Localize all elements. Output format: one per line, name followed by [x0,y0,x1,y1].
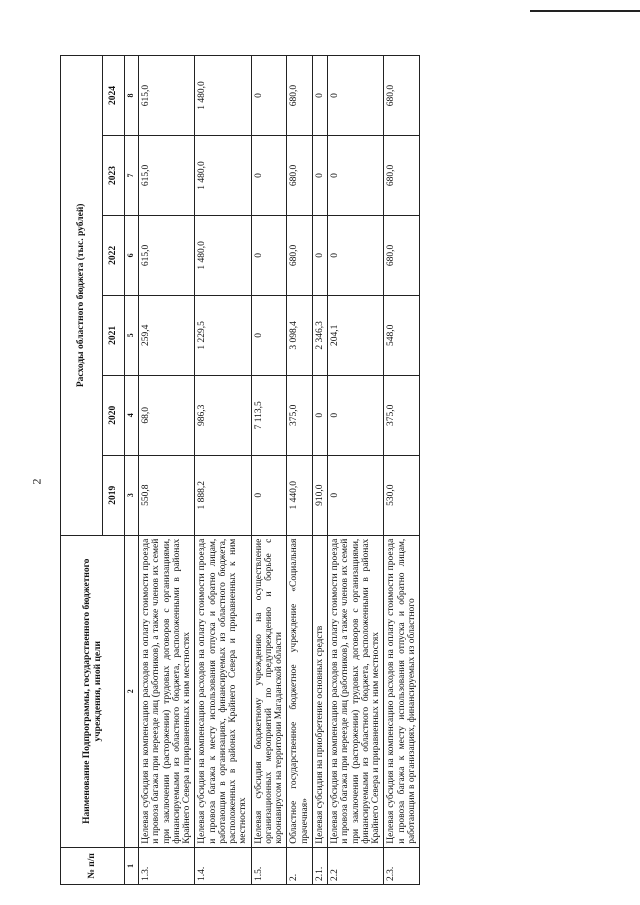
expense-value-2021: 204,1 [328,295,384,375]
expense-value-2024: 0 [312,56,327,136]
expense-value-2021: 0 [251,295,287,375]
expense-value-2021: 548,0 [384,295,420,375]
expense-value-2019: 1 440,0 [287,455,313,535]
expense-value-2024: 680,0 [287,56,313,136]
expense-value-2024: 0 [328,56,384,136]
table-row [328,56,384,885]
row-description: Целевая субсидия на компенсацию расходов на оплату стоимости проезда и провоза багажа при переезде лиц (работников), а также членов их семей при заключении (расторжении) трудовых договоров с организациями, финансируемыми из областного бюджета, расположенными в районах Крайнего Севера и приравненных к ним местностях [328,535,384,847]
column-index: 8 [125,56,139,136]
expense-value-2019: 0 [328,455,384,535]
row-number: 1.4. [195,847,251,884]
expense-value-2023: 680,0 [384,136,420,216]
table-row [287,56,313,885]
header-expenses: Расходы областного бюджета (тыс. рублей) [61,56,103,536]
row-number: 1.3. [139,847,195,884]
top-rule [530,10,640,12]
expense-value-2024: 615,0 [139,56,195,136]
expense-value-2020: 375,0 [287,375,313,455]
row-description: Целевая субсидия на компенсацию расходов на оплату стоимости проезда и провоза багажа к месту использования отпуска и обратно лицам, работающим в организациях, финансируемых из областного бюджета, расположенных в районах Крайнего Севера и приравненных к ним местностях [195,535,251,847]
header-year-2024: 2024 [103,56,125,136]
expense-value-2020: 0 [312,375,327,455]
expense-value-2019: 910,0 [312,455,327,535]
table-row [139,56,195,885]
expense-value-2021: 3 098,4 [287,295,313,375]
column-index: 3 [125,455,139,535]
header-year-2022: 2022 [103,215,125,295]
expense-value-2024: 1 480,0 [195,56,251,136]
expense-value-2023: 1 480,0 [195,136,251,216]
row-number: 1.5. [251,847,287,884]
expense-value-2024: 680,0 [384,56,420,136]
column-index: 7 [125,136,139,216]
row-description: Целевая субсидия бюджетному учреждению на осуществление организационных мероприятий по предупреждению и борьбе с коронавирусом на территории Магаданской области [251,535,287,847]
column-index: 1 [125,847,139,884]
table-row [384,56,420,885]
expense-value-2022: 680,0 [384,215,420,295]
expense-value-2020: 7 113,5 [251,375,287,455]
budget-table [60,55,420,885]
header-year-2019: 2019 [103,455,125,535]
column-index: 6 [125,215,139,295]
expense-value-2023: 0 [251,136,287,216]
expense-value-2019: 530,0 [384,455,420,535]
expense-value-2019: 1 888,2 [195,455,251,535]
expense-value-2023: 615,0 [139,136,195,216]
expense-value-2023: 0 [328,136,384,216]
expense-value-2020: 0 [328,375,384,455]
row-description: Областное государственное бюджетное учреждение «Социальная прачечная» [287,535,313,847]
page-number: 2 [29,478,44,485]
rotated-table-container [60,55,600,885]
table-row [312,56,327,885]
expense-value-2022: 0 [328,215,384,295]
expense-value-2019: 550,8 [139,455,195,535]
row-number: 2.2 [328,847,384,884]
column-index: 5 [125,295,139,375]
header-year-2021: 2021 [103,295,125,375]
header-name: Наименование Подпрограммы, государственного бюджетного учреждения, иной цели [61,535,125,847]
column-index: 4 [125,375,139,455]
expense-value-2021: 1 229,5 [195,295,251,375]
expense-value-2021: 259,4 [139,295,195,375]
header-num: № п/п [61,847,125,884]
expense-value-2023: 0 [312,136,327,216]
expense-value-2020: 68,0 [139,375,195,455]
expense-value-2023: 680,0 [287,136,313,216]
expense-value-2019: 0 [251,455,287,535]
expense-value-2020: 375,0 [384,375,420,455]
row-number: 2. [287,847,313,884]
expense-value-2020: 986,3 [195,375,251,455]
table-row [195,56,251,885]
expense-value-2021: 2 346,3 [312,295,327,375]
row-description: Целевая субсидия на компенсацию расходов на оплату стоимости проезда и провоза багажа к месту использования отпуска и обратно лицам, работающим в организациях, финансируемых из областного [384,535,420,847]
expense-value-2022: 1 480,0 [195,215,251,295]
column-index: 2 [125,535,139,847]
row-number: 2.3. [384,847,420,884]
table-row [251,56,287,885]
expense-value-2022: 680,0 [287,215,313,295]
row-description: Целевая субсидия на приобретение основных средств [312,535,327,847]
header-year-2020: 2020 [103,375,125,455]
row-description: Целевая субсидия на компенсацию расходов на оплату стоимости проезда и провоза багажа при переезде лиц (работников), а также членов их семей при заключении (расторжении) трудовых договоров с организациями, финансируемыми из областного бюджета, расположенными в районах Крайнего Севера и приравненных к ним местностях [139,535,195,847]
expense-value-2022: 615,0 [139,215,195,295]
expense-value-2022: 0 [312,215,327,295]
row-number: 2.1. [312,847,327,884]
header-year-2023: 2023 [103,136,125,216]
expense-value-2022: 0 [251,215,287,295]
expense-value-2024: 0 [251,56,287,136]
